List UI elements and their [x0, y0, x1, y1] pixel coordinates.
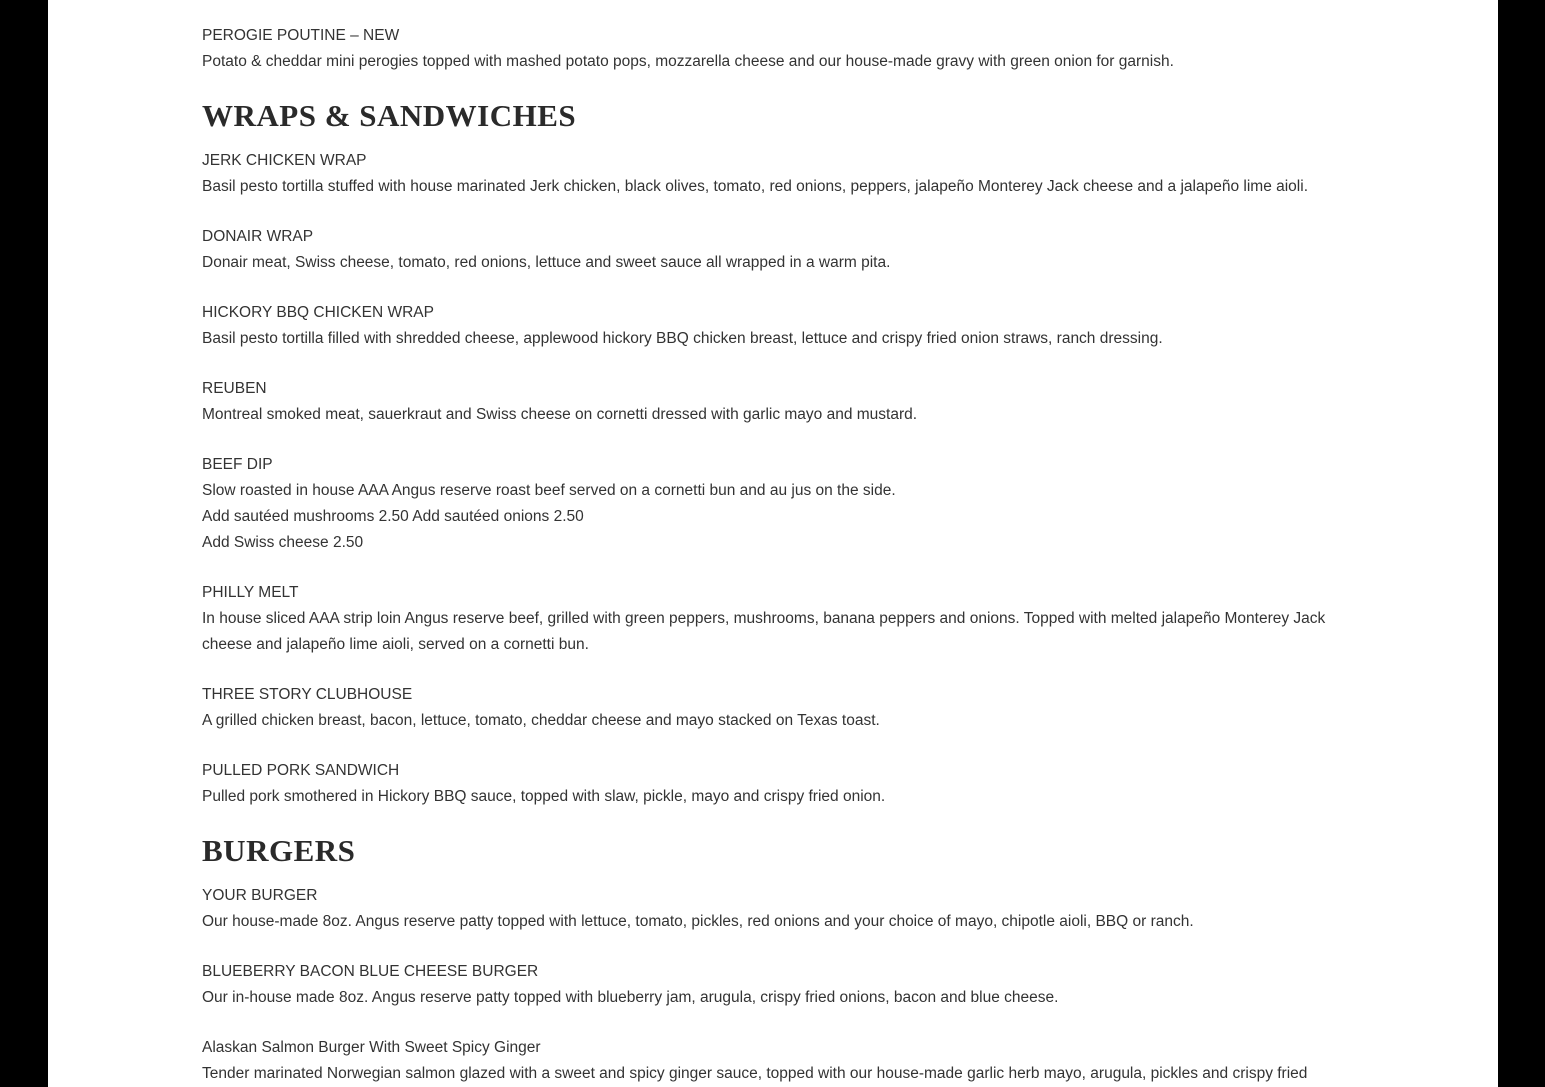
item-name: HICKORY BBQ CHICKEN WRAP — [202, 304, 434, 321]
item-name: PHILLY MELT — [202, 584, 299, 601]
item-name: PEROGIE POUTINE – NEW — [202, 27, 400, 44]
item-description: Basil pesto tortilla filled with shredded cheese, applewood hickory BBQ chicken breast, lettuce and crispy fried onion straws, ranch dressing. — [202, 330, 1163, 347]
menu-item — [202, 376, 1332, 428]
item-description: Basil pesto tortilla stuffed with house marinated Jerk chicken, black olives, tomato, red onions, peppers, jalapeño Monterey Jack cheese and a jalapeño lime aioli. — [202, 178, 1308, 195]
menu-item — [202, 883, 1332, 935]
menu-item — [202, 1035, 1332, 1087]
item-name: JERK CHICKEN WRAP — [202, 152, 367, 169]
section-title-wraps: WRAPS & SANDWICHES — [202, 98, 577, 133]
item-add-on: Add Swiss cheese 2.50 — [202, 534, 364, 551]
item-name: YOUR BURGER — [202, 887, 318, 904]
menu-item — [202, 452, 1332, 556]
item-name: REUBEN — [202, 380, 267, 397]
item-name: Alaskan Salmon Burger With Sweet Spicy Ginger — [202, 1039, 541, 1056]
item-name: DONAIR WRAP — [202, 228, 314, 245]
section-title-burgers: BURGERS — [202, 833, 356, 868]
menu-item — [202, 758, 1332, 810]
item-name: PULLED PORK SANDWICH — [202, 762, 400, 779]
item-name: BEEF DIP — [202, 456, 273, 473]
menu-item — [202, 580, 1332, 658]
item-description: Our in-house made 8oz. Angus reserve patty topped with blueberry jam, arugula, crispy fried onions, bacon and blue cheese. — [202, 989, 1059, 1006]
item-description: Donair meat, Swiss cheese, tomato, red onions, lettuce and sweet sauce all wrapped in a warm pita. — [202, 254, 891, 271]
item-add-on: Add sautéed mushrooms 2.50 Add sautéed onions 2.50 — [202, 508, 584, 525]
page — [48, 0, 1498, 1087]
menu-item — [202, 682, 1332, 734]
menu-item — [202, 959, 1332, 1011]
menu-item — [202, 148, 1332, 200]
item-name: THREE STORY CLUBHOUSE — [202, 686, 413, 703]
item-description: Tender marinated Norwegian salmon glazed with a sweet and spicy ginger sauce, topped with our house-made garlic herb mayo, arugula, pickles and crispy fried — [202, 1065, 1308, 1082]
item-description: Slow roasted in house AAA Angus reserve roast beef served on a cornetti bun and au jus on the side. — [202, 482, 896, 499]
item-name: BLUEBERRY BACON BLUE CHEESE BURGER — [202, 963, 539, 980]
item-description: In house sliced AAA strip loin Angus reserve beef, grilled with green peppers, mushrooms, banana peppers and onions. Topped with melted jalapeño Monterey Jack cheese and jalapeño lime aioli, served on a cornetti bun. — [202, 610, 1326, 653]
item-description: Our house-made 8oz. Angus reserve patty topped with lettuce, tomato, pickles, red onions and your choice of mayo, chipotle aioli, BBQ or ranch. — [202, 913, 1194, 930]
menu-item — [202, 224, 1332, 276]
item-description: Pulled pork smothered in Hickory BBQ sauce, topped with slaw, pickle, mayo and crispy fried onion. — [202, 788, 886, 805]
item-description: Montreal smoked meat, sauerkraut and Swiss cheese on cornetti dressed with garlic mayo and mustard. — [202, 406, 918, 423]
menu-item — [202, 300, 1332, 352]
menu-item — [202, 23, 1332, 75]
item-description: Potato & cheddar mini perogies topped with mashed potato pops, mozzarella cheese and our house-made gravy with green onion for garnish. — [202, 53, 1174, 70]
menu-content — [202, 23, 1332, 1087]
item-description: A grilled chicken breast, bacon, lettuce, tomato, cheddar cheese and mayo stacked on Texas toast. — [202, 712, 880, 729]
